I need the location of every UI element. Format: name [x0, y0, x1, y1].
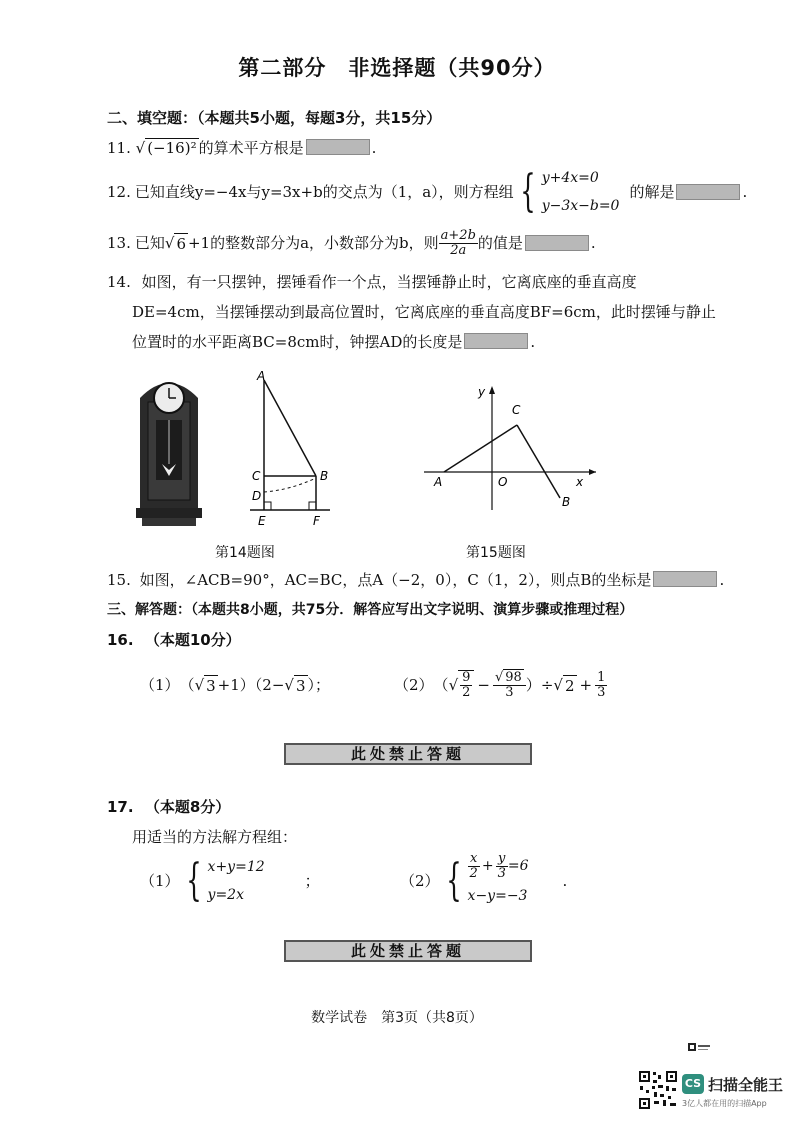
equation-1: y+4x=0 — [541, 170, 599, 186]
answer-blank[interactable] — [306, 139, 370, 155]
answer-blank[interactable] — [464, 333, 528, 349]
question-text: 如图，有一只摆钟，摆锤看作一个点，当摆锤静止时，它离底座的垂直高度 — [141, 273, 637, 291]
part-label: （1） — [140, 676, 180, 694]
paren: （ — [179, 676, 195, 694]
fraction-numerator: y — [496, 852, 508, 867]
label-O: O — [498, 475, 508, 489]
answer-blank[interactable] — [525, 235, 589, 251]
fraction-denominator: 3 — [597, 684, 606, 700]
label-A: A — [257, 369, 266, 383]
sqrt-symbol: √ — [164, 234, 175, 252]
fraction-denominator: 2 — [462, 685, 471, 700]
label-x: x — [576, 475, 584, 489]
fraction — [439, 229, 478, 258]
qr-code-icon — [638, 1070, 678, 1110]
question-13 — [107, 226, 596, 260]
question-12 — [107, 166, 747, 218]
equation-1: x+y=12 — [207, 859, 265, 875]
minus: − — [477, 676, 490, 694]
label-C: C — [512, 403, 521, 417]
radicand: 98 — [505, 669, 522, 685]
question-16-part-1 — [140, 670, 330, 700]
question-points: （本题8分） — [144, 798, 231, 816]
question-text: 已知 — [134, 234, 165, 252]
segment-CB — [517, 425, 560, 498]
fraction-numerator: √ 98 — [493, 671, 526, 686]
equation-1 — [468, 851, 529, 881]
label-F: F — [313, 514, 320, 528]
fraction-denominator: 3 — [497, 865, 506, 881]
equation-system — [542, 164, 620, 220]
system-brace: { — [519, 166, 536, 217]
fraction-numerator: a+2b — [440, 227, 476, 243]
question-number: 13. — [107, 234, 131, 252]
fraction — [493, 671, 526, 700]
question-17-part-2 — [400, 850, 567, 912]
period: . — [562, 872, 568, 890]
radicand: 2 — [564, 676, 575, 695]
label-y: y — [478, 385, 486, 399]
pendulum-clock-image — [136, 372, 202, 528]
question-text: 位置时的水平距离BC=8cm时，钟摆AD的长度是 — [132, 333, 463, 351]
no-answer-banner: 此处禁止答题 — [284, 743, 532, 765]
separator: ； — [304, 872, 320, 890]
fraction — [458, 670, 474, 700]
expression-text: ）÷ — [525, 676, 554, 694]
fraction-denominator: 3 — [505, 684, 514, 700]
label-C: C — [252, 469, 261, 483]
plus: + — [579, 676, 593, 694]
question-points: （本题10分） — [144, 631, 241, 649]
question-number: 11. — [107, 139, 131, 157]
small-logo-icon — [688, 1043, 710, 1053]
no-answer-banner: 此处禁止答题 — [284, 940, 532, 962]
fraction — [496, 852, 508, 881]
question-15 — [107, 570, 724, 590]
sqrt-symbol: √ — [135, 139, 146, 157]
question-text-2: +1的整数部分为a，小数部分为b，则 — [187, 234, 439, 252]
scanner-app-name: 扫描全能王 — [708, 1076, 784, 1094]
period: . — [530, 333, 536, 351]
figure-15-diagram — [420, 380, 600, 514]
label-D: D — [252, 489, 262, 503]
radicand: 3 — [295, 676, 306, 695]
equation-2: x−y=−3 — [467, 888, 528, 904]
period: . — [742, 183, 748, 201]
paren: （ — [433, 676, 449, 694]
fraction-denominator: 2a — [450, 242, 467, 258]
fraction-numerator: x — [468, 852, 480, 867]
label-B: B — [320, 469, 329, 483]
page-footer: 数学试卷 第3页（共8页） — [311, 1010, 483, 1026]
sqrt-symbol: √ — [448, 676, 459, 694]
fraction-numerator: 9 — [462, 670, 471, 685]
sqrt-symbol: √ — [194, 676, 205, 694]
system-brace: { — [445, 855, 462, 906]
period: . — [590, 234, 596, 252]
equation-2: y=2x — [207, 887, 244, 903]
question-16-part-2 — [394, 664, 607, 706]
question-16-header — [107, 630, 241, 650]
equation-2: y−3x−b=0 — [541, 198, 620, 214]
fraction-denominator: 2 — [469, 865, 478, 881]
fraction — [468, 852, 480, 881]
question-17-instruction: 用适当的方法解方程组： — [132, 828, 298, 846]
answer-blank[interactable] — [653, 571, 717, 587]
part-label: （1） — [140, 872, 180, 890]
expression-text: +1）（2− — [217, 676, 285, 694]
answer-blank[interactable] — [676, 184, 740, 200]
radicand: (−16)² — [147, 139, 197, 157]
part-label: （2） — [394, 676, 434, 694]
question-text: 如图，∠ACB=90°，AC=BC，点A（−2，0），C（1，2），则点B的坐标是 — [139, 571, 652, 589]
radicand: 3 — [206, 676, 216, 695]
period: . — [371, 139, 377, 157]
equation-system — [468, 851, 529, 911]
label-A: A — [434, 475, 443, 489]
equals-six: =6 — [507, 858, 529, 874]
question-number: 17. — [107, 798, 134, 816]
expression-text: ）； — [307, 676, 331, 694]
question-14-line-1 — [107, 272, 637, 292]
period: . — [719, 571, 725, 589]
question-number: 12. — [107, 183, 131, 201]
question-number: 14. — [107, 273, 131, 291]
figure-14-caption: 第14题图 — [215, 545, 275, 561]
question-11 — [107, 138, 376, 158]
page-title: 第二部分 非选择题（共90分） — [238, 56, 556, 80]
system-brace: { — [185, 855, 202, 906]
camscanner-logo-icon: CS — [682, 1074, 704, 1094]
question-text-3: 的值是 — [477, 234, 523, 252]
part-label: （2） — [400, 872, 440, 890]
question-17-part-1 — [140, 852, 320, 910]
question-number: 15. — [107, 571, 131, 589]
question-text-2: 的解是 — [629, 183, 675, 201]
sqrt-symbol: √ — [553, 676, 563, 694]
figure-15-caption: 第15题图 — [466, 545, 526, 561]
arc-path — [264, 478, 316, 492]
plus: + — [481, 858, 494, 874]
section-header-solve: 三、解答题：（本题共8小题，共75分．解答应写出文字说明、演算步骤或推理过程） — [107, 602, 634, 618]
label-E: E — [258, 514, 266, 528]
scanner-tagline: 3亿人都在用的扫描App — [682, 1099, 767, 1108]
question-17-header — [107, 797, 230, 817]
fraction — [595, 671, 607, 700]
sqrt-symbol: √ — [284, 676, 294, 694]
fraction-numerator: 1 — [597, 669, 606, 685]
question-14-line-3 — [132, 332, 535, 352]
section-header-fill-in: 二、填空题：（本题共5小题，每题3分，共15分） — [107, 109, 442, 127]
question-text: 已知直线y=−4x与y=3x+b的交点为（1，a），则方程组 — [134, 183, 514, 201]
question-text: 的算术平方根是 — [198, 139, 304, 157]
question-number: 16. — [107, 631, 134, 649]
equation-system — [208, 853, 265, 909]
figure-14-diagram — [240, 368, 340, 530]
label-B: B — [562, 495, 571, 509]
segment-AC — [444, 425, 517, 472]
line-AB — [264, 380, 316, 476]
question-14-line-2: DE=4cm，当摆锤摆动到最高位置时，它离底座的垂直高度BF=6cm，此时摆锤与静止 — [132, 303, 716, 321]
radicand: 6 — [176, 234, 186, 253]
